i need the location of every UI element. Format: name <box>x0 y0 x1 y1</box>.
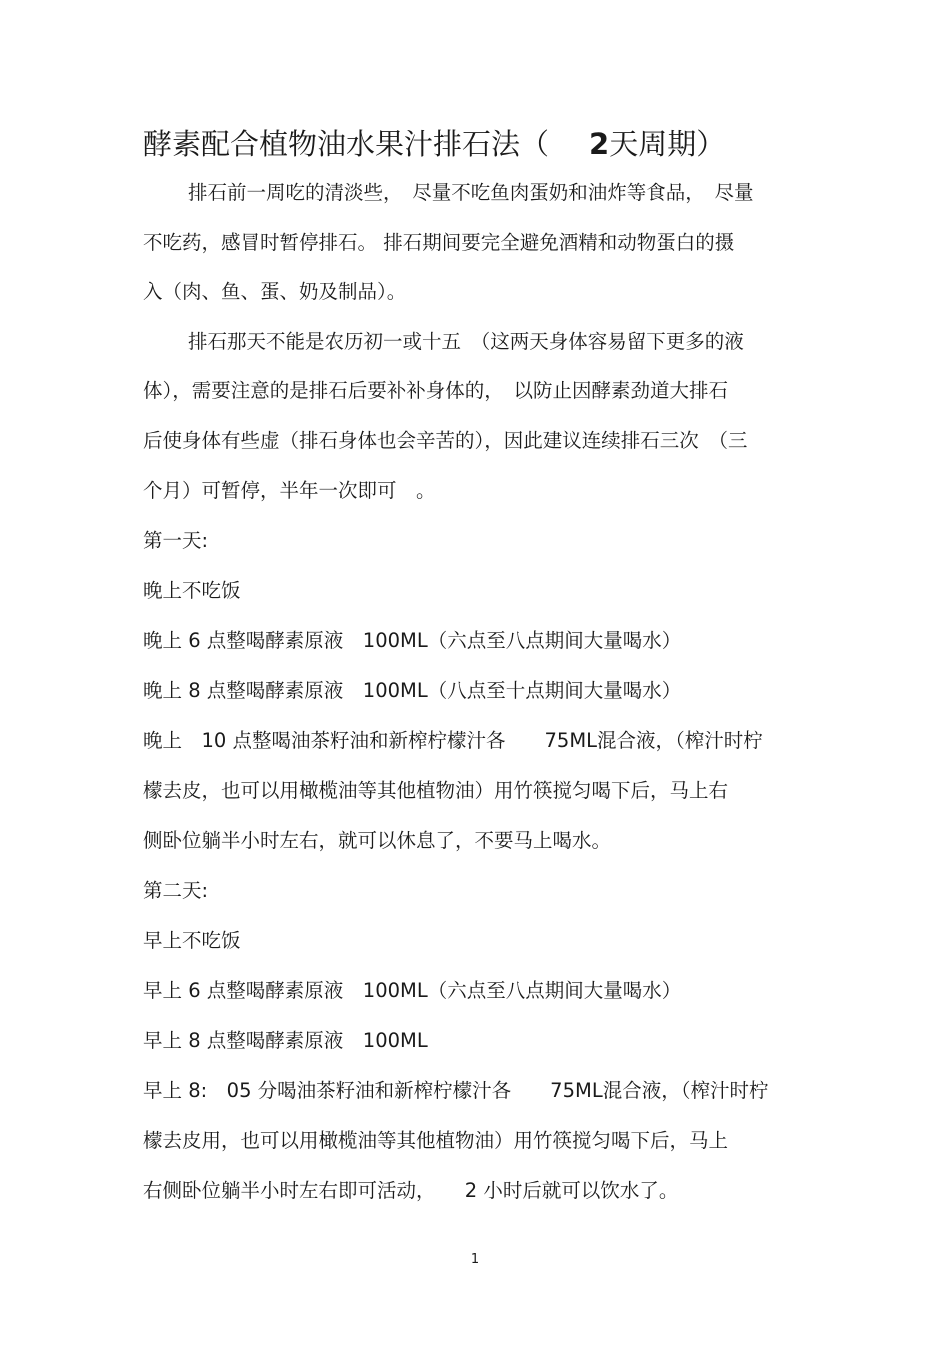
note-line-2: 体），需要注意的是排石后要补补身体的， 以防止因酵素劲道大排石 <box>143 379 729 402</box>
day1-line-3: 晚上 8 点整喝酵素原液 100ML（八点至十点期间大量喝水） <box>143 679 682 702</box>
day1-line-1: 晚上不吃饭 <box>143 579 241 602</box>
note-line-1: 排石那天不能是农历初一或十五 （这两天身体容易留下更多的液 <box>188 330 744 353</box>
document-title <box>143 122 843 166</box>
intro-line-3: 入（肉、鱼、蛋、奶及制品）。 <box>143 280 407 303</box>
day1-line-5: 檬去皮，也可以用橄榄油等其他植物油）用竹筷搅匀喝下后，马上右 <box>143 779 729 802</box>
day1-line-2: 晚上 6 点整喝酵素原液 100ML（六点至八点期间大量喝水） <box>143 629 682 652</box>
page-number: 1 <box>470 1252 480 1267</box>
day2-line-3: 早上 8 点整喝酵素原液 100ML <box>143 1029 428 1052</box>
note-line-3: 后使身体有些虚（排石身体也会辛苦的），因此建议连续排石三次 （三 <box>143 429 748 452</box>
day2-line-2: 早上 6 点整喝酵素原液 100ML（六点至八点期间大量喝水） <box>143 979 682 1002</box>
day2-heading: 第二天: <box>143 879 209 902</box>
note-line-4: 个月）可暂停，半年一次即可 。 <box>143 479 436 502</box>
title-text: 酵素配合植物油水果汁排石法（ <box>143 127 550 161</box>
day2-line-1: 早上不吃饭 <box>143 929 241 952</box>
day2-line-6: 右侧卧位躺半小时左右即可活动， 2 小时后就可以饮水了。 <box>143 1179 679 1202</box>
day2-line-5: 檬去皮用，也可以用橄榄油等其他植物油）用竹筷搅匀喝下后，马上 <box>143 1129 729 1152</box>
title-number: 2 <box>589 127 610 161</box>
day1-heading: 第一天: <box>143 529 209 552</box>
intro-line-1: 排石前一周吃的清淡些， 尽量不吃鱼肉蛋奶和油炸等食品， 尽量 <box>188 181 754 204</box>
intro-line-2: 不吃药，感冒时暂停排石。 排石期间要完全避免酒精和动物蛋白的摄 <box>143 231 735 254</box>
title-suffix: 天周期） <box>609 127 726 161</box>
day1-line-6: 侧卧位躺半小时左右，就可以休息了，不要马上喝水。 <box>143 829 612 852</box>
day2-line-4: 早上 8: 05 分喝油茶籽油和新榨柠檬汁各 75ML混合液，（榨汁时柠 <box>143 1079 769 1102</box>
day1-line-4: 晚上 10 点整喝油茶籽油和新榨柠檬汁各 75ML混合液，（榨汁时柠 <box>143 729 763 752</box>
